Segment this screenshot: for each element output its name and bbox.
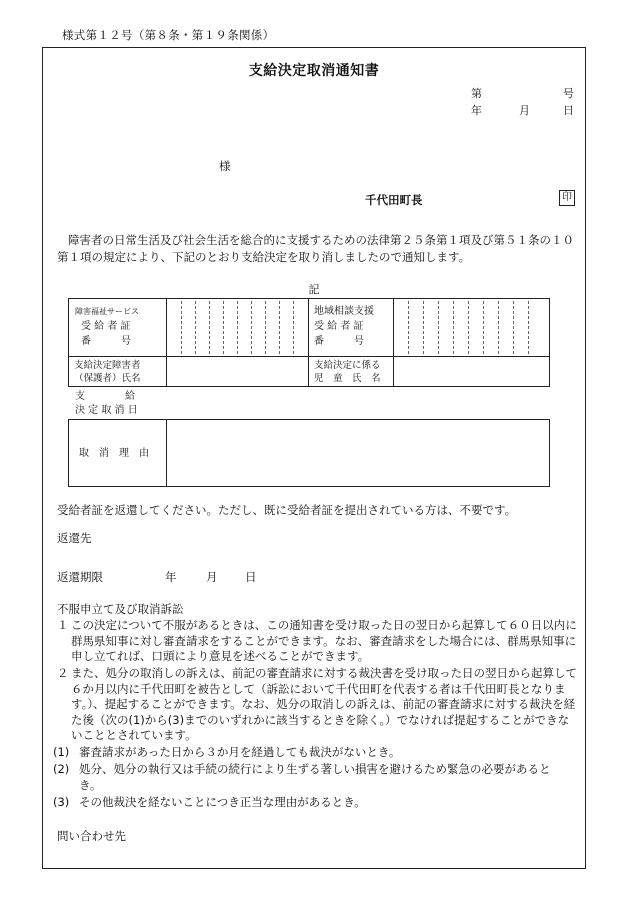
sub-item-text: 審査請求があった日から３か月を経過しても裁決がないとき。	[79, 745, 401, 759]
deadline-year: 年	[165, 570, 177, 584]
return-deadline-label: 返還期限	[57, 570, 103, 584]
sub-item-number: (3)	[53, 795, 70, 809]
reason-label: 取 消 理 由	[79, 448, 149, 459]
certificate-number-row	[68, 298, 550, 357]
person-label-line1: 支給決定障害者	[74, 360, 141, 371]
appeal-item-1	[57, 618, 577, 665]
return-notice: 受給者証を返還してください。ただし、既に受給者証を提出されている方は、不要です。	[57, 503, 517, 517]
sub-item-number: (1)	[53, 745, 70, 759]
document-title: 支給決定取消通知書	[248, 63, 380, 79]
date-month: 月	[519, 104, 530, 117]
child-label-line2: 児 童 氏 名	[314, 373, 381, 384]
service-label-small: 障害福祉サービス	[75, 307, 139, 316]
consult-label-line3: 番 号	[314, 336, 364, 347]
sub-item-2	[53, 762, 573, 793]
number-prefix: 第	[471, 87, 482, 100]
document-frame	[42, 47, 586, 869]
consult-label-line1: 地域相談支援	[314, 306, 374, 317]
appeal-item-text: また、処分の取消しの訴えは、前記の審査請求に対する裁決書を受け取った日の翌日から起算して６か月以内に千代田町を被告として（訴訟において千代田町を代表する者は千代田町長となります。）、提起することができます。なお、処分の取消しの訴えは、前記の審査請求に対する裁決を経た後（次の(1)から(3)までのいずれかに該当するときを除く。）でなければ提起することができないこととされています。	[71, 666, 577, 742]
recipient-honorific: 様	[219, 159, 231, 173]
consult-label-line2: 受 給 者 証	[314, 321, 364, 332]
issuer-name: 千代田町長	[365, 193, 423, 207]
ki-heading: 記	[308, 283, 320, 296]
appeal-item-number: ２	[57, 666, 69, 680]
sub-item-3	[53, 795, 573, 811]
sub-item-text: その他裁決を経ないことにつき正当な理由があるとき。	[79, 795, 366, 809]
appeal-item-2	[57, 666, 577, 744]
cancel-date-label-line2: 決 定 取 消 日	[75, 405, 138, 416]
intro-paragraph: 障害者の日常生活及び社会生活を総合的に支援するための法律第２５条第１項及び第５１条の１０第１項の規定により、下記のとおり支給決定を取り消しましたので通知します。	[57, 233, 574, 264]
name-row	[68, 356, 550, 387]
sub-item-1	[53, 745, 573, 761]
appeal-heading: 不服申立て及び取消訴訟	[57, 602, 184, 616]
deadline-day: 日	[245, 570, 257, 584]
date-year: 年	[471, 104, 482, 117]
person-label-line2: （保護者）氏名	[74, 373, 141, 384]
number-suffix: 号	[563, 87, 574, 100]
service-label-line2: 受 給 者 証	[81, 321, 131, 332]
return-to-label: 返還先	[57, 531, 92, 545]
appeal-item-text: この決定について不服があるときは、この通知書を受け取った日の翌日から起算して６０日以内に群馬県知事に対し審査請求をすることができます。なお、審査請求をした場合には、群馬県知事に申し立てれば、口頭により意見を述べることができます。	[71, 618, 577, 663]
reason-row	[68, 419, 550, 487]
service-label-line3: 番 号	[81, 336, 131, 347]
seal-box: 印	[559, 190, 575, 206]
date-day: 日	[563, 104, 574, 117]
contact-label: 問い合わせ先	[57, 829, 126, 843]
appeal-item-number: １	[57, 618, 69, 632]
sub-item-number: (2)	[53, 762, 70, 776]
form-number: 様式第１２号（第８条・第１９条関係）	[62, 28, 275, 42]
deadline-month: 月	[206, 570, 218, 584]
child-label-line1: 支給決定に係る	[314, 360, 381, 371]
sub-item-text: 処分、処分の執行又は手続の続行により生ずる著しい損害を避けるため緊急の必要があるとき。	[79, 762, 551, 792]
cancel-date-label-line1: 支 給	[75, 391, 135, 402]
